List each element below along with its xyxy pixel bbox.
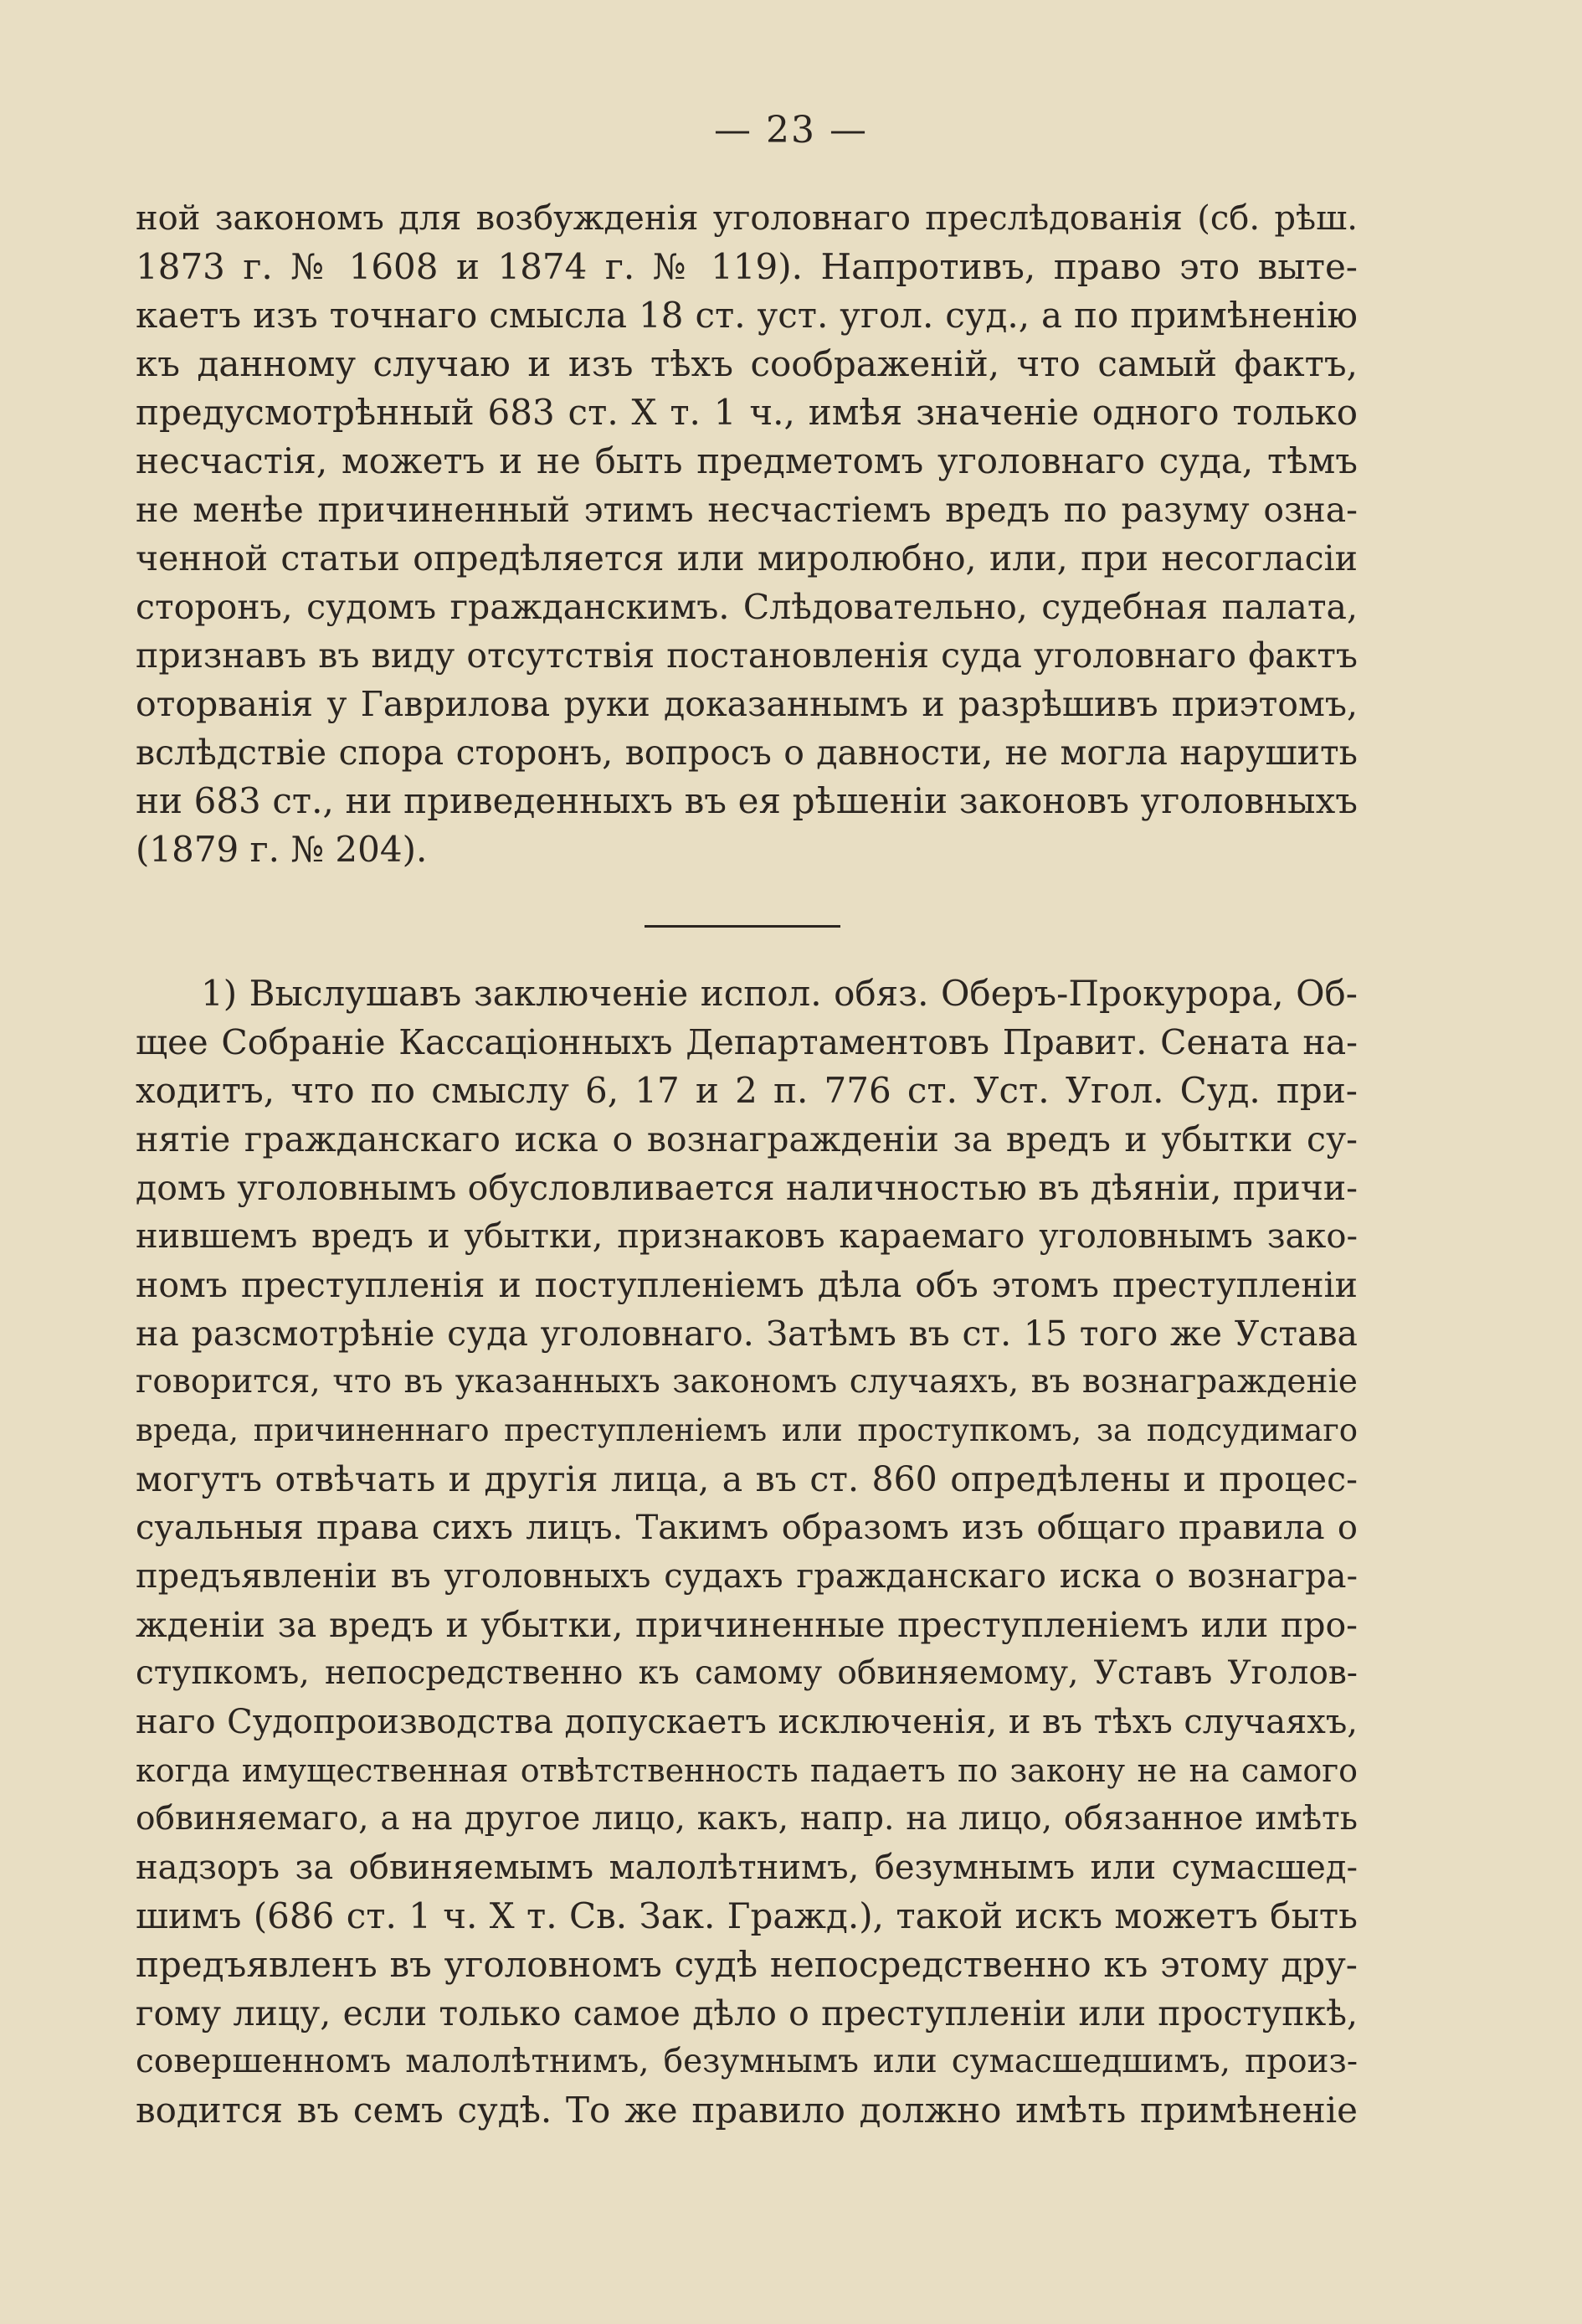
text-line: (1879 г. № 204). <box>136 829 428 870</box>
footnote-line: когда имущественная отвѣтственность падаетъ по закону не на самого <box>136 1752 1358 1789</box>
text-line: сторонъ, судомъ гражданскимъ. Слѣдовательно, судебная палата, <box>136 587 1358 627</box>
text-line: вслѣдствіе спора сторонъ, вопросъ о давности, не могла нарушить <box>136 733 1358 773</box>
footnote-line: говорится, что въ указанныхъ закономъ случаяхъ, въ вознагражденіе <box>136 1363 1358 1401</box>
footnote-line: домъ уголовнымъ обусловливается наличностью въ дѣяніи, причи- <box>136 1168 1358 1208</box>
footnote-line: жденіи за вредъ и убытки, причиненные преступленіемъ или про- <box>136 1605 1358 1645</box>
footnote-line: номъ преступленія и поступленіемъ дѣла объ этомъ преступленіи <box>136 1265 1358 1305</box>
footnote-line: обвиняемаго, а на другое лицо, какъ, напр. на лицо, обязанное имѣть <box>136 1800 1358 1838</box>
footnote-line: на разсмотрѣніе суда уголовнаго. Затѣмъ въ ст. 15 того же Устава <box>136 1314 1358 1354</box>
text-line: къ данному случаю и изъ тѣхъ соображеній, что самый фактъ, <box>136 343 1358 384</box>
footnote-line: суальныя права сихъ лицъ. Такимъ образомъ изъ общаго правила о <box>136 1509 1358 1547</box>
footnote-line: водится въ семъ судѣ. То же правило должно имѣть примѣненіе <box>136 2090 1358 2131</box>
footnote-line: совершенномъ малолѣтнимъ, безумнымъ или сумасшедшимъ, произ- <box>136 2043 1358 2080</box>
page-number: — 23 — <box>714 109 868 152</box>
footnote-line: шимъ (686 ст. 1 ч. X т. Св. Зак. Гражд.), такой искъ можетъ быть <box>136 1895 1358 1936</box>
text-line: 1873 г. № 1608 и 1874 г. № 119). Напротивъ, право это выте- <box>136 246 1358 287</box>
main-text-paragraph <box>136 194 1358 874</box>
text-line: ни 683 ст., ни приведенныхъ въ ея рѣшеніи законовъ уголовныхъ <box>136 780 1358 821</box>
footnote-line: нятіе гражданскаго иска о вознагражденіи за вредъ и убытки су- <box>136 1119 1358 1159</box>
footnote-paragraph <box>136 969 1358 2135</box>
footnote-line: нившемъ вредъ и убытки, признаковъ караемаго уголовнымъ зако- <box>136 1217 1358 1256</box>
text-line: каетъ изъ точнаго смысла 18 ст. уст. угол. суд., а по примѣненію <box>136 295 1358 336</box>
footnote-line: предъявленъ въ уголовномъ судѣ непосредственно къ этому дру- <box>136 1944 1358 1985</box>
text-line: оторванія у Гаврилова руки доказаннымъ и разрѣшивъ приэтомъ, <box>136 684 1358 724</box>
footnote-line: щее Собраніе Кассаціонныхъ Департаментовъ Правит. Сената на- <box>136 1022 1358 1062</box>
text-line: предусмотрѣнный 683 ст. X т. 1 ч., имѣя значеніе одного только <box>136 392 1358 433</box>
text-line: несчастія, можетъ и не быть предметомъ уголовнаго суда, тѣмъ <box>136 440 1358 481</box>
footnote-line: вреда, причиненнаго преступленіемъ или проступкомъ, за подсудимаго <box>136 1412 1358 1448</box>
footnote-line: предъявленіи въ уголовныхъ судахъ гражданскаго иска о вознагра- <box>136 1557 1358 1596</box>
footnote-separator <box>645 925 840 928</box>
footnote-line: могутъ отвѣчать и другія лица, а въ ст. 860 опредѣлены и процес- <box>136 1459 1358 1499</box>
footnote-line: ходитъ, что по смыслу 6, 17 и 2 п. 776 ст. Уст. Угол. Суд. при- <box>136 1070 1358 1111</box>
footnote-line: ступкомъ, непосредственно къ самому обвиняемому, Уставъ Уголов- <box>136 1654 1358 1692</box>
text-line: ной закономъ для возбужденія уголовнаго преслѣдованія (сб. рѣш. <box>136 199 1358 238</box>
text-line: не менѣе причиненный этимъ несчастіемъ вредъ по разуму озна- <box>136 490 1358 530</box>
footnote-line: надзоръ за обвиняемымъ малолѣтнимъ, безумнымъ или сумасшед- <box>136 1848 1358 1887</box>
footnote-line: наго Судопроизводства допускаетъ исключенія, и въ тѣхъ случаяхъ, <box>136 1703 1358 1741</box>
text-line: признавъ въ виду отсутствія постановленія суда уголовнаго фактъ <box>136 635 1358 676</box>
text-line: ченной статьи опредѣляется или миролюбно, или, при несогласіи <box>136 538 1358 578</box>
footnote-line: гому лицу, если только самое дѣло о преступленіи или проступкѣ, <box>136 1993 1358 2034</box>
footnote-line: 1) Выслушавъ заключеніе испол. обяз. Оберъ-Прокурора, Об- <box>201 973 1358 1014</box>
